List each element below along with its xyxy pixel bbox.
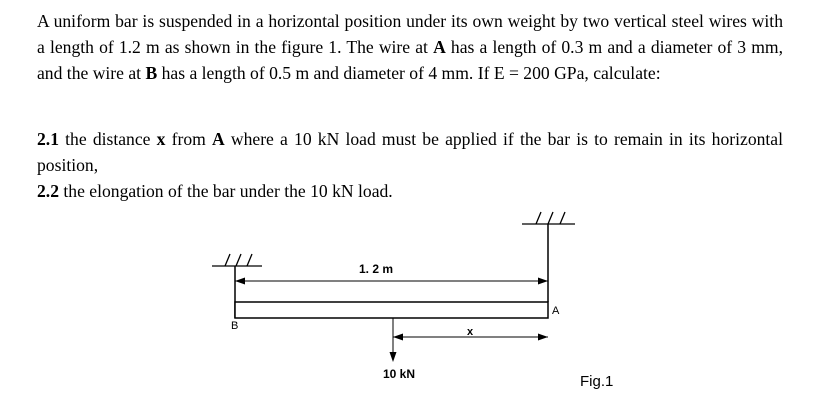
x-label: x — [466, 326, 474, 338]
label-a: A — [552, 305, 560, 317]
label-b: B — [231, 320, 239, 332]
length-arrow-right — [538, 278, 548, 285]
length-label: 1. 2 m — [358, 262, 394, 276]
x-arrow-left — [393, 334, 403, 341]
intro-label-a: A — [433, 37, 446, 57]
x-arrow-right — [538, 334, 548, 341]
support-a-hatch — [522, 212, 575, 224]
question-2-1-text-1: the distance — [59, 129, 157, 149]
question-2-1-text-2: from — [165, 129, 212, 149]
support-b-hatch — [212, 254, 262, 266]
load-label: 10 kN — [382, 367, 416, 381]
question-2-1-var-x: x — [156, 129, 166, 149]
intro-text-1: A uniform bar is suspended in a horizontal position under its own weight by two vertical steel wires with a length of 1.2 m as shown in the figure 1. The wire at — [37, 11, 783, 57]
question-2-1-text-3: where a 10 kN load must be applied if the bar is to remain in its horizontal position, — [37, 129, 783, 175]
intro-text-2: has a length of 0.3 m and a diameter of 3 mm, and the wire at — [37, 37, 784, 83]
question-2-1-label-a: A — [212, 129, 225, 149]
length-arrow-left — [235, 278, 245, 285]
intro-label-b: B — [145, 63, 158, 83]
intro-text-3: has a length of 0.5 m and diameter of 4 mm. If E = 200 GPa, calculate: — [157, 63, 661, 83]
question-2-2-number: 2.2 — [37, 181, 59, 201]
question-2-1-number: 2.1 — [37, 129, 59, 149]
question-2-2-text: the elongation of the bar under the 10 kN load. — [59, 181, 393, 201]
load-arrow-head — [390, 352, 397, 362]
bar — [235, 302, 548, 318]
figure-caption: Fig.1 — [580, 373, 614, 390]
